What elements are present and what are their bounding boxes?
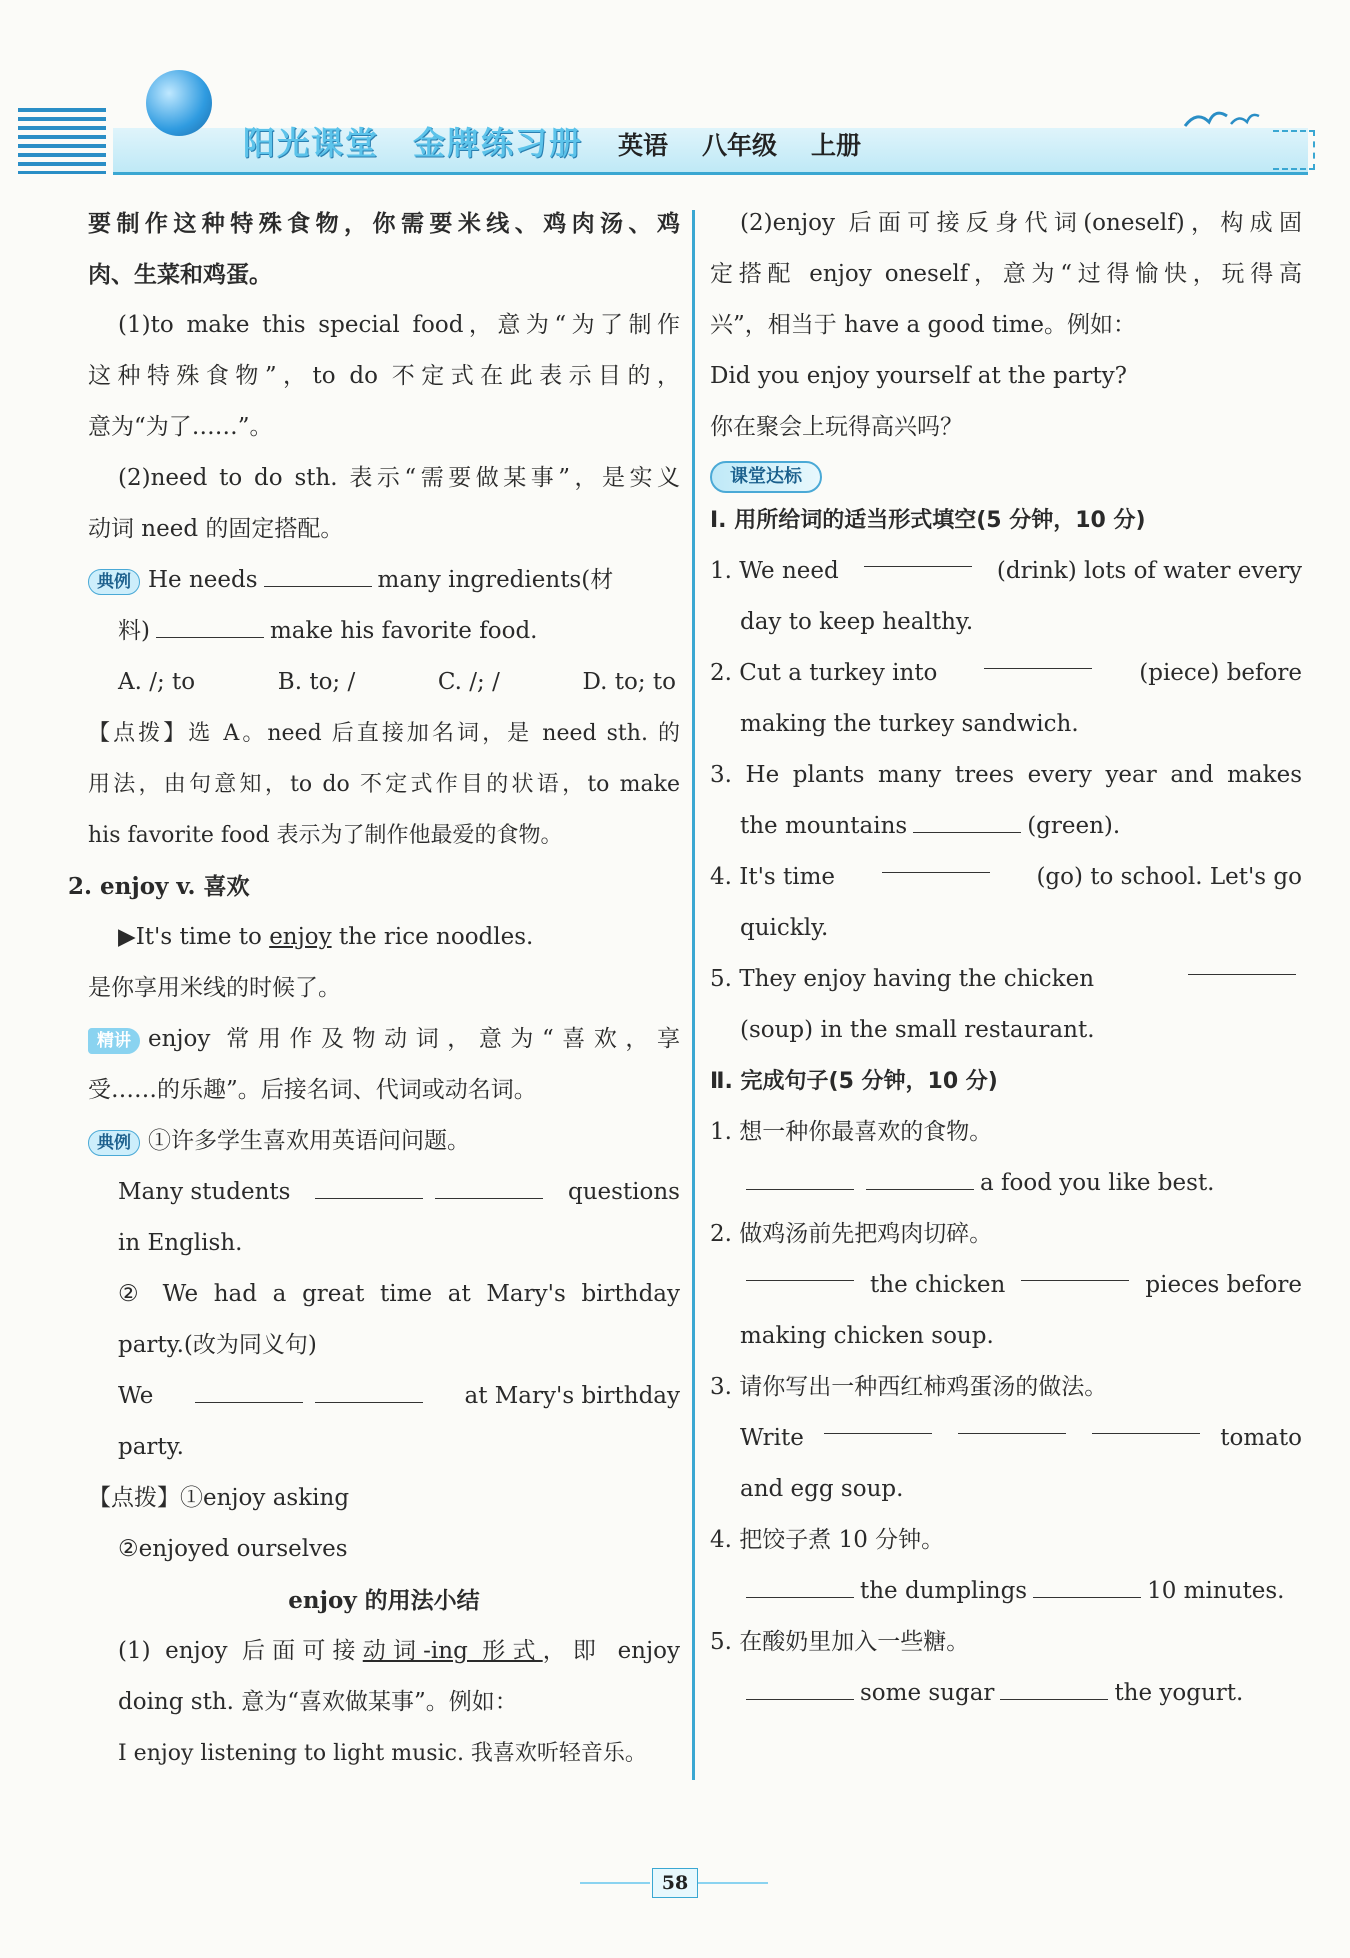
answer-blank[interactable]: [156, 617, 264, 638]
example1-line2: [88, 606, 680, 657]
example3-end: party.: [118, 1434, 184, 1460]
text: the chicken: [870, 1272, 1006, 1298]
part1-q1: [710, 546, 1302, 597]
answer-blank[interactable]: [746, 1169, 854, 1190]
page-number-deco-right: [698, 1882, 768, 1884]
answer-blank[interactable]: [195, 1382, 303, 1403]
text: a food you like best.: [980, 1170, 1215, 1196]
answer-blank[interactable]: [435, 1178, 543, 1199]
tip1-line: 用法，由句意知，to do 不定式作目的状语，to make: [88, 772, 680, 797]
enjoy-example-zh: 是你享用米线的时候了。: [88, 975, 341, 1001]
option-b[interactable]: B. to; /: [277, 669, 356, 695]
text: enjoy: [269, 924, 332, 950]
text: 动词-ing 形式: [362, 1638, 543, 1664]
brand-name: 阳光课堂: [243, 124, 380, 162]
section-tag-row: [710, 453, 1302, 495]
answer-blank[interactable]: [1033, 1577, 1141, 1598]
answer-blank[interactable]: [746, 1577, 854, 1598]
text: tomato: [1220, 1425, 1302, 1451]
tip2-b: ②enjoyed ourselves: [118, 1536, 348, 1562]
left-intro-line: 肉、生菜和鸡蛋。: [88, 261, 272, 288]
answer-blank[interactable]: [913, 812, 1021, 833]
example1-text: many ingredients(材: [377, 567, 614, 593]
text: 5. They enjoy having the chicken: [710, 966, 1095, 992]
brand-title: [243, 118, 617, 164]
answer-blank[interactable]: [315, 1382, 423, 1403]
option-a[interactable]: A. /; to: [118, 669, 196, 695]
part2-q1: 1. 想一种你最喜欢的食物。: [710, 1119, 993, 1145]
example1-text: make his favorite food.: [269, 618, 538, 644]
text: the mountains: [740, 813, 908, 839]
part2-q3-cont: and egg soup.: [740, 1476, 904, 1502]
text: ，即 enjoy: [542, 1638, 680, 1664]
text: the dumplings: [860, 1578, 1028, 1604]
part2-q3: 3. 请你写出一种西红柿鸡蛋汤的做法。: [710, 1374, 1108, 1400]
text: the yogurt.: [1114, 1680, 1244, 1706]
text: the rice noodles.: [331, 924, 534, 950]
example2-zh: [88, 1116, 680, 1167]
answer-blank[interactable]: [864, 546, 972, 567]
text: 4. It's time: [710, 864, 836, 890]
text: 10 minutes.: [1147, 1578, 1285, 1604]
answer-blank[interactable]: [1000, 1679, 1108, 1700]
answer-blank[interactable]: [1021, 1260, 1129, 1281]
example3-en: ② We had a great time at Mary's birthday: [118, 1281, 680, 1307]
page-number: 58: [652, 1868, 698, 1898]
answer-blank[interactable]: [882, 852, 990, 873]
text: (piece) before: [1139, 660, 1302, 686]
text: enjoy 常用作及物动词，意为“喜欢，享: [148, 1026, 680, 1052]
part2-q3-blank: [710, 1413, 1302, 1464]
text: (green).: [1027, 813, 1121, 839]
example1-line1: [88, 555, 680, 606]
example-tag: 典例: [88, 1130, 140, 1156]
answer-blank[interactable]: [315, 1178, 423, 1199]
header-stripes: [18, 108, 106, 174]
part1-q1-cont: day to keep healthy.: [740, 609, 974, 635]
example3-blank: [88, 1371, 680, 1422]
example-tag: 典例: [88, 569, 140, 595]
part1-title: Ⅰ. 用所给词的适当形式填空(5 分钟，10 分): [710, 508, 1146, 533]
answer-blank[interactable]: [264, 566, 372, 587]
section-tag: 课堂达标: [710, 461, 822, 493]
header-decoration: [1273, 130, 1315, 170]
part2-q4-blank: [710, 1566, 1302, 1617]
answer-blank[interactable]: [824, 1413, 932, 1434]
part1-q2: [710, 648, 1302, 699]
summary-line1: [88, 1626, 680, 1677]
answer-blank[interactable]: [984, 648, 1092, 669]
answer-blank[interactable]: [1092, 1413, 1200, 1434]
text: at Mary's birthday: [464, 1383, 680, 1409]
enjoy-heading: 2. enjoy v. 喜欢: [68, 873, 250, 900]
right-intro-line: 兴”，相当于 have a good time。例如：: [710, 312, 1137, 338]
text: (drink) lots of water every: [996, 558, 1302, 584]
grade-label: 八年级: [702, 131, 778, 160]
page-number-deco-left: [580, 1882, 650, 1884]
text: We: [118, 1383, 154, 1409]
tip1-line: his favorite food 表示为了制作他最爱的食物。: [88, 823, 563, 848]
text: questions: [567, 1179, 680, 1205]
text: (1) enjoy 后面可接: [118, 1638, 363, 1664]
text: Many students: [118, 1179, 291, 1205]
jingjiang-line2: 受……的乐趣”。后接名词、代词或动名词。: [88, 1077, 537, 1103]
right-column: [710, 198, 1302, 1719]
left-intro-line: 意为“为了……”。: [88, 414, 273, 440]
left-intro-line: 动词 need 的固定搭配。: [88, 516, 344, 542]
text: 2. Cut a turkey into: [710, 660, 938, 686]
option-d[interactable]: D. to; to: [582, 669, 676, 695]
left-intro-line: 这种特殊食物”，to do 不定式在此表示目的，: [88, 363, 680, 389]
left-intro-line: (1)to make this special food，意为“为了制作: [118, 312, 680, 338]
left-intro-line: 要制作这种特殊食物，你需要米线、鸡肉汤、鸡: [88, 210, 680, 237]
part1-q3: 3. He plants many trees every year and makes: [710, 762, 1302, 788]
part1-q4-cont: quickly.: [740, 915, 829, 941]
left-column: [68, 198, 680, 1779]
answer-blank[interactable]: [746, 1260, 854, 1281]
part1-q5: [710, 954, 1302, 1005]
birds-icon: [1183, 104, 1263, 142]
answer-blank[interactable]: [746, 1679, 854, 1700]
part2-q1-blank: [710, 1158, 1302, 1209]
text: Write: [740, 1425, 804, 1451]
text: ①许多学生喜欢用英语问问题。: [148, 1128, 470, 1154]
summary-line3: I enjoy listening to light music. 我喜欢听轻音乐。: [118, 1741, 647, 1766]
right-intro-line: 定搭配 enjoy oneself，意为“过得愉快，玩得高: [710, 261, 1302, 287]
brand-series: 金牌练习册: [413, 124, 584, 162]
text: pieces before: [1145, 1272, 1302, 1298]
left-intro-line: (2)need to do sth. 表示“需要做某事”，是实义: [118, 465, 680, 491]
option-c[interactable]: C. /; /: [437, 669, 500, 695]
part2-q2-cont: making chicken soup.: [740, 1323, 994, 1349]
answer-blank[interactable]: [1188, 954, 1296, 975]
text: ▶It's time to: [118, 924, 270, 950]
tip1-line: 【点拨】选 A。need 后直接加名词，是 need sth. 的: [88, 721, 680, 746]
part1-q2-cont: making the turkey sandwich.: [740, 711, 1079, 737]
column-divider: [692, 210, 695, 1780]
part2-q5-blank: [710, 1668, 1302, 1719]
example1-text: 料): [118, 618, 150, 644]
text: 1. We need: [710, 558, 839, 584]
summary-title: enjoy 的用法小结: [288, 1587, 480, 1614]
page-number-area: [630, 1862, 720, 1902]
volume-label: 上册: [811, 131, 862, 160]
part1-q3-cont: [710, 801, 1302, 852]
right-intro-line: Did you enjoy yourself at the party?: [710, 363, 1127, 389]
part1-q5-cont: (soup) in the small restaurant.: [740, 1017, 1095, 1043]
enjoy-example-en: [88, 912, 680, 963]
page-header: [18, 60, 1308, 180]
part2-title: Ⅱ. 完成句子(5 分钟，10 分): [710, 1069, 998, 1094]
example2-en: [88, 1167, 680, 1218]
example1-options: [88, 657, 680, 708]
part2-q5: 5. 在酸奶里加入一些糖。: [710, 1629, 970, 1655]
right-intro: [710, 198, 1302, 453]
text: (go) to school. Let's go: [1036, 864, 1302, 890]
jingjiang-tag: 精讲: [88, 1028, 140, 1054]
part2-q4: 4. 把饺子煮 10 分钟。: [710, 1527, 945, 1553]
part2-q2: 2. 做鸡汤前先把鸡肉切碎。: [710, 1221, 993, 1247]
example1-text: He needs: [148, 567, 258, 593]
book-info: [618, 126, 895, 162]
part1-q4: [710, 852, 1302, 903]
answer-blank[interactable]: [958, 1413, 1066, 1434]
answer-blank[interactable]: [866, 1169, 974, 1190]
summary-line2: doing sth. 意为“喜欢做某事”。例如：: [118, 1689, 518, 1715]
text: some sugar: [860, 1680, 995, 1706]
example2-en2: in English.: [118, 1230, 243, 1256]
subject-label: 英语: [618, 131, 669, 160]
tip2-a: 【点拨】①enjoy asking: [88, 1485, 350, 1511]
right-intro-line: 你在聚会上玩得高兴吗？: [710, 414, 963, 440]
jingjiang-line1: [88, 1014, 680, 1065]
example3-en2: party.(改为同义句): [118, 1332, 317, 1358]
globe-icon: [146, 70, 212, 136]
left-intro: [88, 198, 680, 555]
part2-q2-blank: [710, 1260, 1302, 1311]
right-intro-line: (2)enjoy 后面可接反身代词(oneself)，构成固: [740, 210, 1302, 236]
